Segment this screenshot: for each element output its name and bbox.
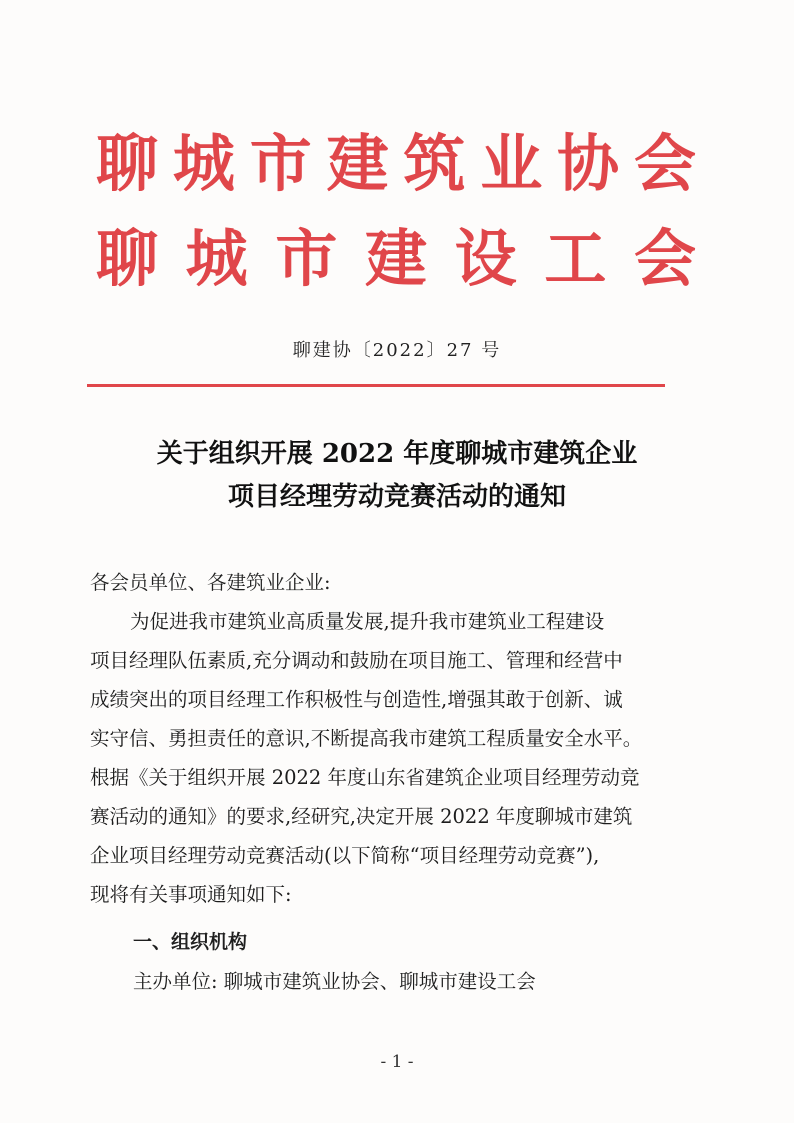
salutation: 各会员单位、各建筑业企业: (90, 571, 331, 594)
paragraph-line: 项目经理队伍素质,充分调动和鼓励在项目施工、管理和经营中 (90, 649, 623, 672)
document-title-line-2: 项目经理劳动竞赛活动的通知 (227, 482, 566, 512)
paragraph-line: 成绩突出的项目经理工作积极性与创造性,增强其敢于创新、诚 (90, 688, 623, 711)
page-number: - 1 - (380, 1052, 414, 1072)
issuer-name-union: 聊城市建设工会 (96, 222, 696, 295)
section-heading: 一、组织机构 (133, 931, 248, 953)
body-paragraph (90, 602, 690, 914)
issuer-name-association: 聊城市建筑业协会 (96, 127, 696, 200)
paragraph-line: 现将有关事项通知如下: (90, 883, 292, 906)
paragraph-line: 企业项目经理劳动竞赛活动(以下简称“项目经理劳动竞赛”), (90, 844, 600, 867)
paragraph-line: 为促进我市建筑业高质量发展,提升我市建筑业工程建设 (130, 610, 605, 633)
paragraph-line: 实守信、勇担责任的意识,不断提高我市建筑工程质量安全水平。 (90, 727, 643, 750)
paragraph-line: 赛活动的通知》的要求,经研究,决定开展 2022 年度聊城市建筑 (90, 805, 633, 828)
paragraph-line: 根据《关于组织开展 2022 年度山东省建筑企业项目经理劳动竞 (90, 766, 640, 789)
document-title-line-1: 关于组织开展 2022 年度聊城市建筑企业 (156, 439, 638, 469)
red-divider-line (87, 384, 665, 387)
organizer-line: 主办单位: 聊城市建筑业协会、聊城市建设工会 (133, 970, 536, 993)
document-number: 聊建协〔2022〕27 号 (292, 340, 502, 361)
